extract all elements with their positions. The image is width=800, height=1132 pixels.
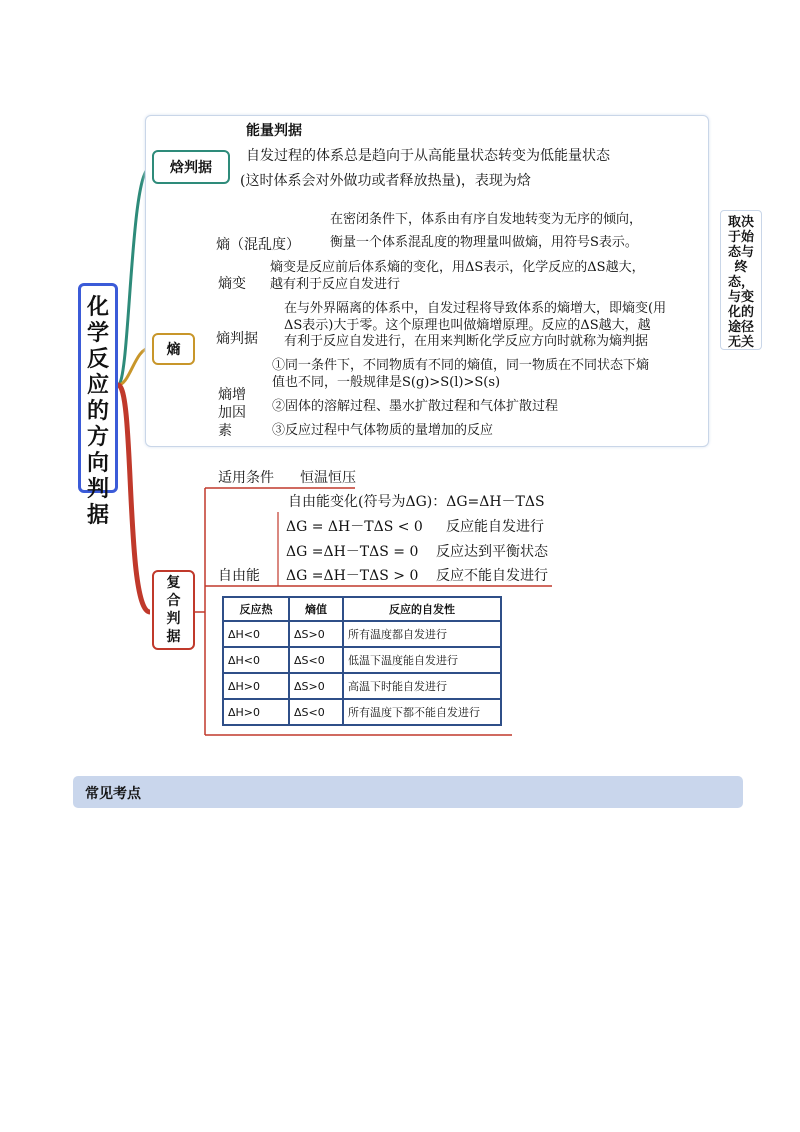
entropy-definition-line-1: 在密闭条件下，体系由有序自发地转变为无序的倾向， xyxy=(330,212,643,227)
table-header: 熵值 xyxy=(289,597,343,621)
section-banner-title: 常见考点 xyxy=(85,786,141,802)
table-cell: ΔH>0 xyxy=(223,699,289,725)
spontaneity-table xyxy=(222,596,502,726)
table-cell: ΔH>0 xyxy=(223,673,289,699)
entropy-definition-line-2: 衡量一个体系混乱度的物理量叫做熵，用符号S表示。 xyxy=(330,235,638,250)
table-header: 反应的自发性 xyxy=(343,597,501,621)
entropy-criterion-label: 熵判据 xyxy=(216,331,258,347)
table-cell: ΔS>0 xyxy=(289,673,343,699)
entropy-node-label: 熵 xyxy=(166,342,181,358)
free-energy-lt-expr: ΔG = ΔH－TΔS < 0 xyxy=(286,519,423,535)
entropy-factor-1-line-1: ①同一条件下，不同物质有不同的熵值，同一物质在不同状态下熵 xyxy=(272,358,650,373)
root-title: 化学反应的方向判据 xyxy=(86,294,109,528)
entropy-change-line-2: 越有利于反应自发进行 xyxy=(270,277,401,292)
table-row xyxy=(223,699,501,725)
table-row xyxy=(223,621,501,647)
table-cell: ΔS<0 xyxy=(289,699,343,725)
table-cell: 所有温度下都不能自发进行 xyxy=(343,699,501,725)
free-energy-gt-expr: ΔG =ΔH－TΔS > 0 xyxy=(286,568,419,584)
side-note: 取决于始态与终态，与变化的途径无关 xyxy=(720,210,762,350)
free-energy-lt-result: 反应能自发进行 xyxy=(446,519,544,535)
enthalpy-heading: 能量判据 xyxy=(246,123,302,139)
composite-condition-value: 恒温恒压 xyxy=(300,470,356,486)
table-cell: 所有温度都自发进行 xyxy=(343,621,501,647)
entropy-node xyxy=(152,333,195,365)
table-header: 反应热 xyxy=(223,597,289,621)
entropy-factor-2: ②固体的溶解过程、墨水扩散过程和气体扩散过程 xyxy=(272,399,559,414)
composite-node xyxy=(152,570,195,650)
table-row xyxy=(223,673,501,699)
enthalpy-node xyxy=(152,150,230,184)
enthalpy-line-2: (这时体系会对外做功或者释放热量)，表现为焓 xyxy=(240,173,531,189)
enthalpy-node-label: 焓判据 xyxy=(170,160,212,176)
free-energy-gt-result: 反应不能自发进行 xyxy=(436,568,548,584)
composite-condition-label: 适用条件 xyxy=(218,470,274,486)
entropy-criterion-line-3: 有利于反应自发进行，在用来判断化学反应方向时就称为熵判据 xyxy=(284,334,649,349)
entropy-change-label: 熵变 xyxy=(218,276,246,292)
entropy-factor-label-2: 加因 xyxy=(218,405,246,421)
entropy-factor-label-3: 素 xyxy=(218,423,232,439)
section-banner xyxy=(73,776,743,808)
table-cell: ΔS<0 xyxy=(289,647,343,673)
enthalpy-line-1: 自发过程的体系总是趋向于从高能量状态转变为低能量状态 xyxy=(246,148,610,164)
free-energy-definition: 自由能变化(符号为ΔG)：ΔG=ΔH－TΔS xyxy=(288,494,545,510)
table-cell: ΔS>0 xyxy=(289,621,343,647)
entropy-criterion-line-2: ΔS表示)大于零。这个原理也叫做熵增原理。反应的ΔS越大，越 xyxy=(284,318,651,333)
composite-node-label: 复合判据 xyxy=(166,575,181,645)
free-energy-eq-result: 反应达到平衡状态 xyxy=(436,544,548,560)
root-node xyxy=(78,283,118,528)
table-header-row xyxy=(223,597,501,621)
entropy-factor-1-line-2: 值也不同，一般规律是S(g)>S(l)>S(s) xyxy=(272,375,501,390)
free-energy-eq-expr: ΔG =ΔH－TΔS = 0 xyxy=(286,544,419,560)
entropy-change-line-1: 熵变是反应前后体系熵的变化，用ΔS表示，化学反应的ΔS越大， xyxy=(270,260,645,275)
table-cell: 低温下温度能自发进行 xyxy=(343,647,501,673)
free-energy-label: 自由能 xyxy=(218,568,260,584)
table-cell: 高温下时能自发进行 xyxy=(343,673,501,699)
table-row xyxy=(223,647,501,673)
entropy-definition-label: 熵（混乱度） xyxy=(216,237,300,253)
entropy-criterion-line-1: 在与外界隔离的体系中，自发过程将导致体系的熵增大，即熵变(用 xyxy=(284,301,667,316)
table-cell: ΔH<0 xyxy=(223,647,289,673)
table-cell: ΔH<0 xyxy=(223,621,289,647)
entropy-factor-label-1: 熵增 xyxy=(218,387,246,403)
entropy-factor-3: ③反应过程中气体物质的量增加的反应 xyxy=(272,423,494,438)
